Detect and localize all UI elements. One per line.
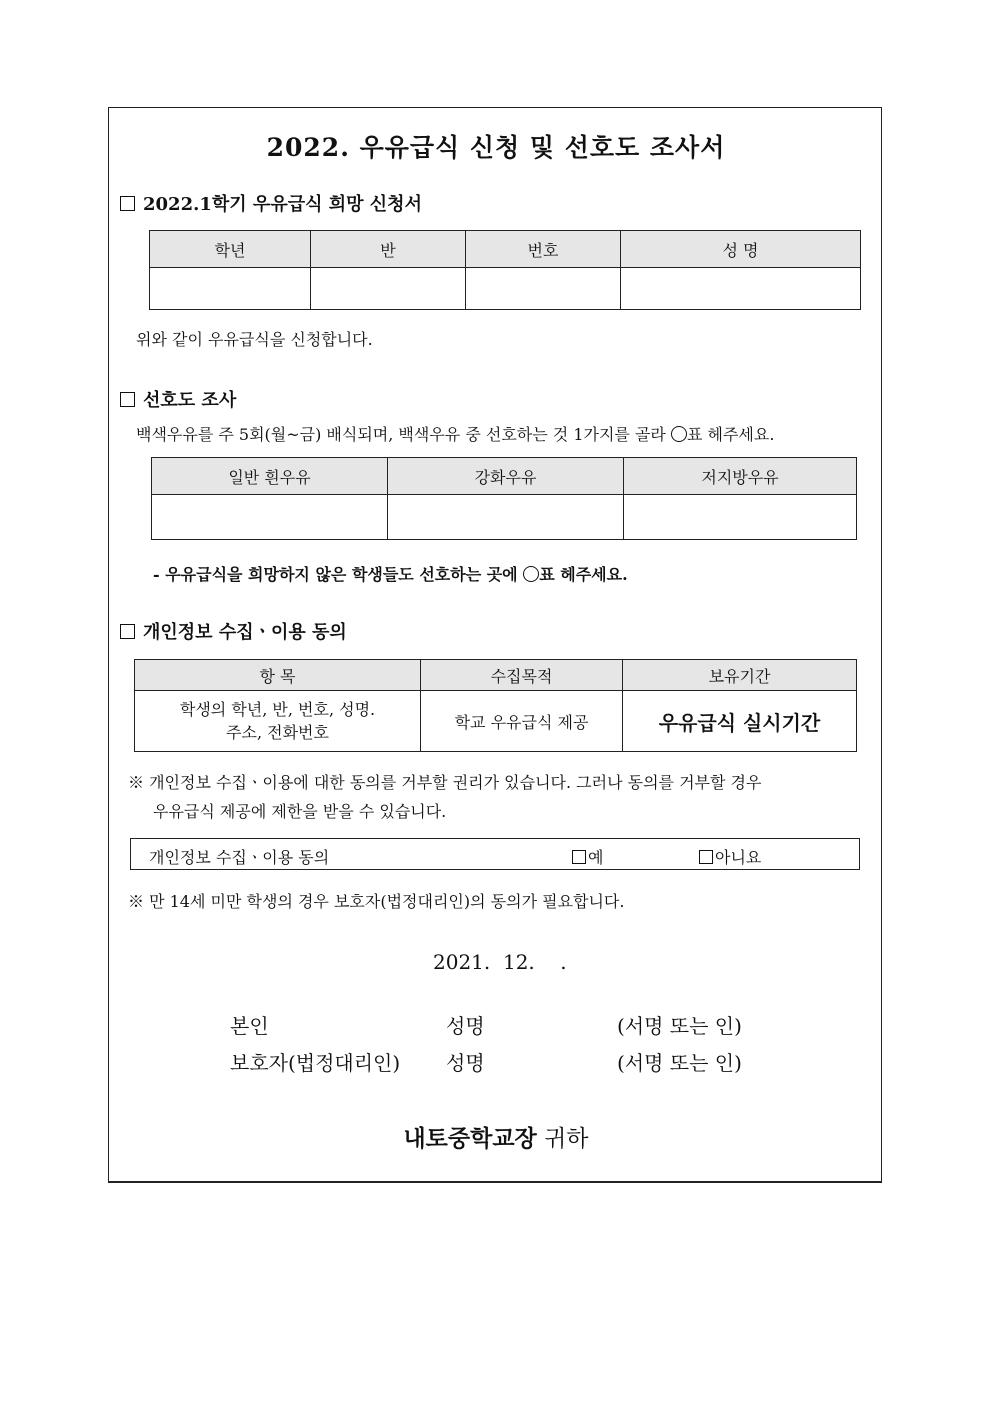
number-input-cell[interactable] bbox=[466, 268, 621, 310]
preference-table bbox=[151, 457, 857, 540]
guardian-sign-label: (서명 또는 인) bbox=[617, 1051, 742, 1075]
school-principal: 내토중학교장 bbox=[403, 1125, 537, 1152]
addressee bbox=[0, 1120, 992, 1153]
self-sign-label: (서명 또는 인) bbox=[617, 1014, 742, 1038]
col-period: 보유기간 bbox=[623, 660, 857, 691]
col-lowfat-milk: 저지방우유 bbox=[624, 458, 857, 495]
privacy-item-line1: 학생의 학년, 반, 번호, 성명. bbox=[179, 700, 376, 719]
class-input-cell[interactable] bbox=[311, 268, 466, 310]
circle-mark-icon bbox=[523, 566, 539, 582]
consent-label: 개인정보 수집ㆍ이용 동의 bbox=[149, 848, 330, 867]
application-note: 위와 같이 우유급식을 신청합니다. bbox=[136, 330, 373, 349]
section-preference-heading bbox=[120, 386, 236, 412]
circle-mark-icon bbox=[671, 426, 687, 442]
section-application-heading bbox=[120, 190, 422, 216]
no-checkbox-icon[interactable] bbox=[699, 850, 713, 864]
col-regular-milk: 일반 흰우유 bbox=[152, 458, 388, 495]
self-name-label: 성명 bbox=[446, 1014, 485, 1038]
col-purpose: 수집목적 bbox=[421, 660, 623, 691]
privacy-notice-line1: ※ 개인정보 수집ㆍ이용에 대한 동의를 거부할 권리가 있습니다. 그러나 동의를 거부할 경우 bbox=[128, 773, 762, 792]
section-preference-title: 선호도 조사 bbox=[143, 390, 237, 411]
document-title: 2022. 우유급식 신청 및 선호도 조사서 bbox=[266, 133, 726, 162]
application-table bbox=[149, 230, 861, 310]
consent-box bbox=[130, 838, 860, 870]
privacy-period-cell: 우유급식 실시기간 bbox=[623, 691, 857, 752]
checkbox-square-icon bbox=[120, 196, 135, 211]
preference-instruction: 백색우유를 주 5회(월~금) 배식되며, 백색우유 중 선호하는 것 1가지를 골라 표 헤주세요. bbox=[136, 425, 775, 444]
consent-no-option[interactable]: 아니요 bbox=[699, 845, 761, 868]
checkbox-square-icon bbox=[120, 624, 135, 639]
grade-input-cell[interactable] bbox=[150, 268, 311, 310]
privacy-purpose-cell: 학교 우유급식 제공 bbox=[421, 691, 623, 752]
col-name: 성 명 bbox=[621, 231, 861, 268]
section-application-title: 2022.1학기 우유급식 희망 신청서 bbox=[143, 194, 422, 215]
privacy-item-line2: 주소, 전화번호 bbox=[226, 723, 329, 742]
col-number: 번호 bbox=[466, 231, 621, 268]
privacy-table bbox=[134, 659, 857, 752]
preference-note: - 우유급식을 희망하지 않은 학생들도 선호하는 곳에 표 헤주세요. bbox=[153, 565, 628, 584]
regular-milk-cell[interactable] bbox=[152, 495, 388, 540]
privacy-notice-line2: 우유급식 제공에 제한을 받을 수 있습니다. bbox=[153, 802, 447, 821]
date-line: 2021. 12. . bbox=[433, 950, 567, 974]
section-privacy-heading bbox=[120, 618, 347, 644]
lowfat-milk-cell[interactable] bbox=[624, 495, 857, 540]
addressee-suffix: 귀하 bbox=[536, 1126, 589, 1152]
fortified-milk-cell[interactable] bbox=[388, 495, 624, 540]
guardian-name-label: 성명 bbox=[446, 1051, 485, 1075]
privacy-item-cell bbox=[135, 691, 421, 752]
guardian-label: 보호자(법정대리인) bbox=[230, 1051, 401, 1075]
guardian-notice: ※ 만 14세 미만 학생의 경우 보호자(법정대리인)의 동의가 필요합니다. bbox=[128, 892, 625, 911]
yes-checkbox-icon[interactable] bbox=[572, 850, 586, 864]
col-item: 항 목 bbox=[135, 660, 421, 691]
self-label: 본인 bbox=[230, 1014, 269, 1038]
name-input-cell[interactable] bbox=[621, 268, 861, 310]
col-class: 반 bbox=[311, 231, 466, 268]
checkbox-square-icon bbox=[120, 392, 135, 407]
col-fortified-milk: 강화우유 bbox=[388, 458, 624, 495]
section-privacy-title: 개인정보 수집ㆍ이용 동의 bbox=[143, 622, 347, 643]
col-grade: 학년 bbox=[150, 231, 311, 268]
consent-yes-option[interactable]: 예 bbox=[572, 845, 603, 868]
